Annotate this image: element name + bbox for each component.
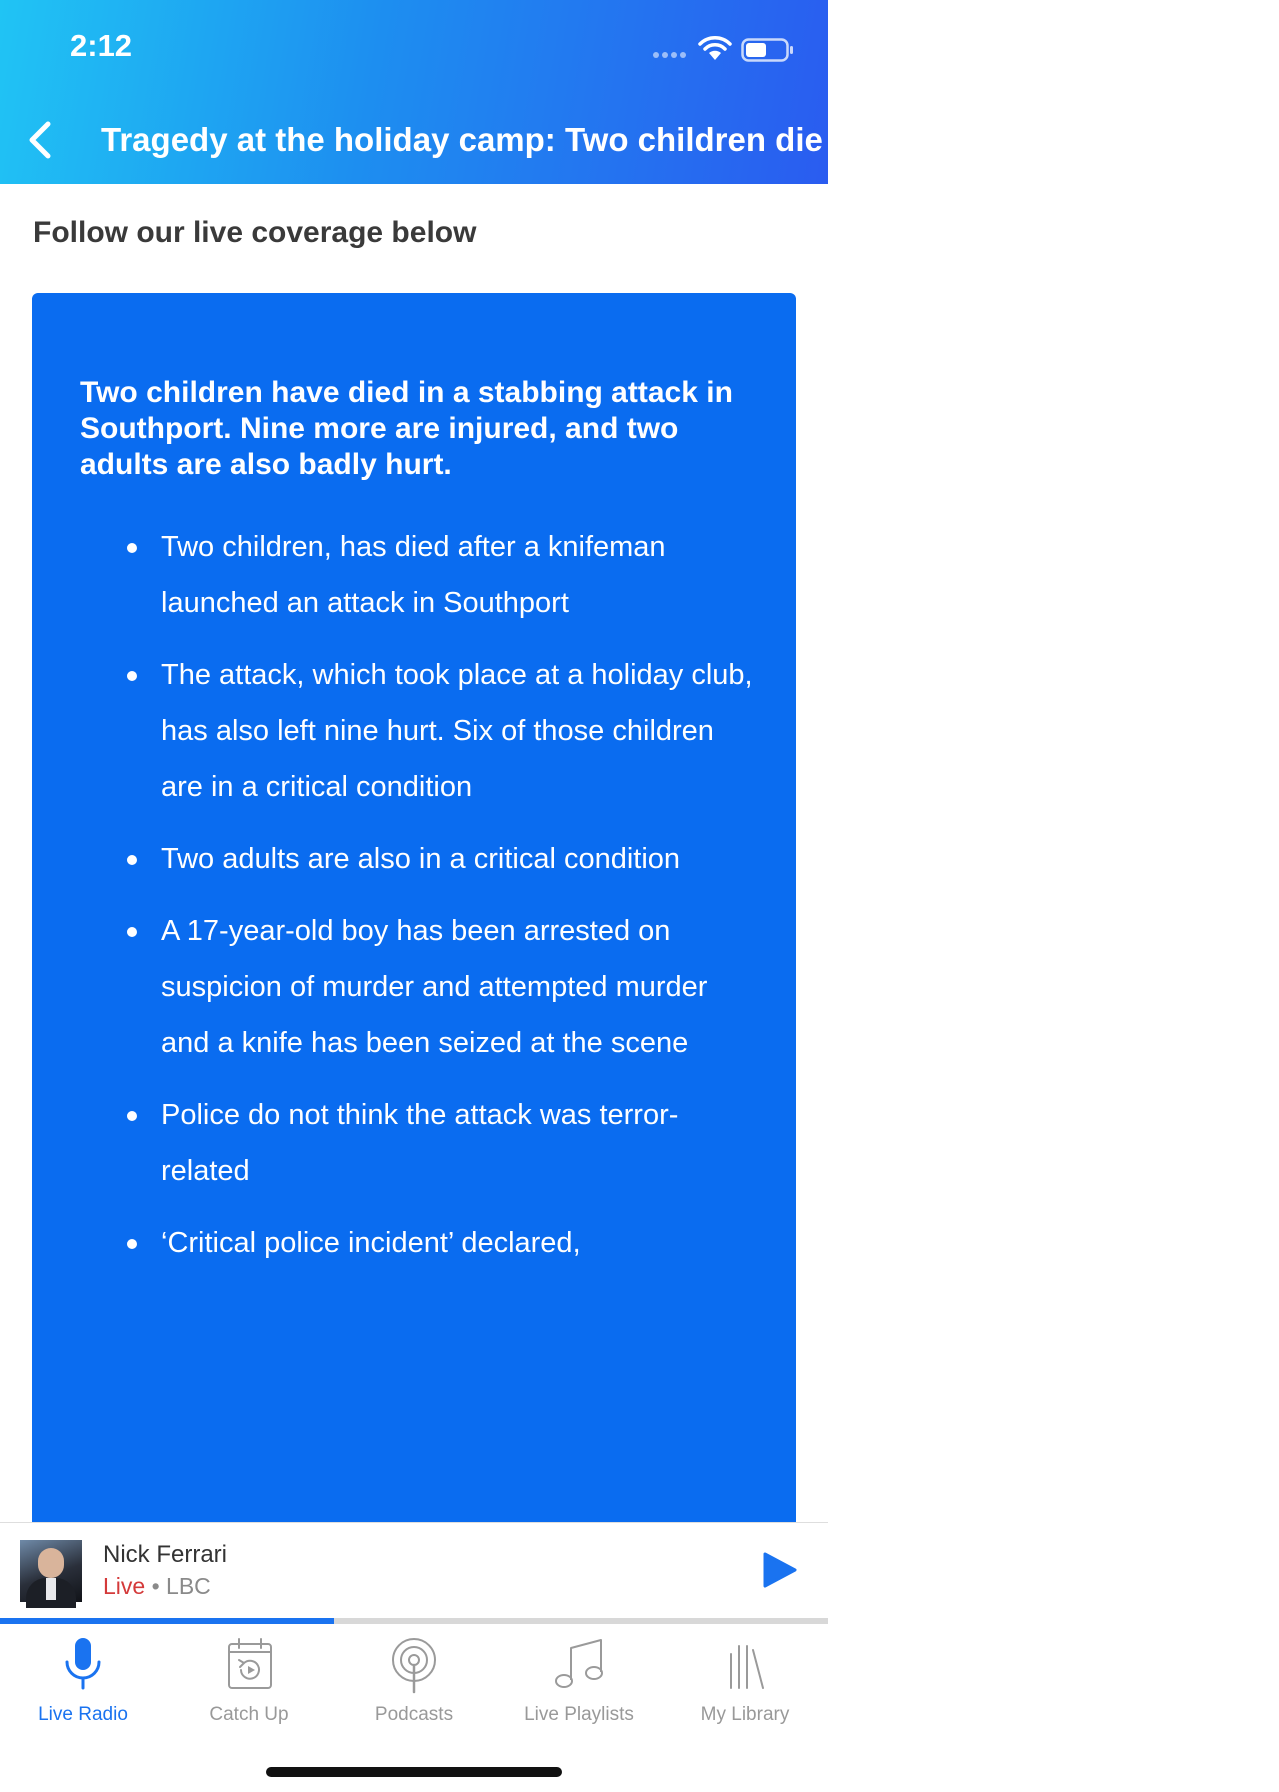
tab-label: Podcasts xyxy=(374,1704,454,1725)
bullet-item xyxy=(80,903,760,1071)
tab-my-library[interactable] xyxy=(662,1636,828,1736)
podcast-icon xyxy=(382,1636,446,1696)
bullet-text: A 17-year-old boy has been arrested on suspicion of murder and attempted murder and a knife has been seized at the scene xyxy=(161,915,708,1059)
bullet-item xyxy=(80,831,760,887)
tab-label: Live Radio xyxy=(38,1704,128,1725)
bullet-dot xyxy=(127,855,137,865)
back-chevron-icon[interactable] xyxy=(22,118,62,162)
bullet-list xyxy=(80,519,760,1287)
presenter-avatar xyxy=(20,1540,82,1602)
header xyxy=(0,0,1279,184)
status-bar xyxy=(0,0,828,100)
bullet-text: Two adults are also in a critical condition xyxy=(161,843,681,875)
bullet-item xyxy=(80,647,760,815)
article-content[interactable] xyxy=(0,184,828,1523)
meta-separator: • xyxy=(151,1573,160,1599)
tab-label: Live Playlists xyxy=(524,1704,634,1725)
bullet-dot xyxy=(127,1239,137,1249)
home-indicator xyxy=(266,1767,562,1777)
bullet-dot xyxy=(127,543,137,553)
music-note-icon xyxy=(547,1636,611,1696)
bullet-item xyxy=(80,519,760,631)
bullet-dot xyxy=(127,927,137,937)
bullet-text: Two children, has died after a knifeman launched an attack in Southport xyxy=(161,531,666,619)
catch-up-calendar-icon xyxy=(217,1636,281,1696)
play-icon[interactable] xyxy=(762,1551,798,1589)
bullet-text: ‘Critical police incident’ declared, xyxy=(161,1227,581,1259)
bullet-text: Police do not think the attack was terror-related xyxy=(161,1099,679,1187)
card-headline: Two children have died in a stabbing attack in Southport. Nine more are injured, and two adults are also badly hurt. xyxy=(80,376,733,481)
tab-label: Catch Up xyxy=(209,1704,289,1725)
tab-catch-up[interactable] xyxy=(166,1636,332,1736)
tab-podcasts[interactable] xyxy=(331,1636,497,1736)
station-name: LBC xyxy=(166,1573,211,1599)
mini-player[interactable] xyxy=(0,1522,828,1617)
tab-label: My Library xyxy=(700,1704,790,1725)
bullet-item xyxy=(80,1215,760,1271)
nav-bar xyxy=(0,100,1279,184)
player-meta xyxy=(103,1573,211,1600)
tab-live-playlists[interactable] xyxy=(496,1636,662,1736)
wifi-icon xyxy=(698,36,732,62)
cellular-signal-icon xyxy=(653,52,686,58)
bullet-dot xyxy=(127,1111,137,1121)
live-label: Live xyxy=(103,1573,146,1599)
bullet-item xyxy=(80,1087,760,1199)
live-coverage-card xyxy=(32,293,796,1593)
battery-icon xyxy=(741,38,795,62)
intro-text: Follow our live coverage below xyxy=(33,216,477,249)
microphone-icon xyxy=(51,1636,115,1696)
status-time: 2:12 xyxy=(70,28,133,63)
tab-live-radio[interactable] xyxy=(0,1636,166,1736)
bullet-dot xyxy=(127,671,137,681)
bullet-text: The attack, which took place at a holiday club, has also left nine hurt. Six of those children are in a critical condition xyxy=(161,659,753,803)
tab-bar xyxy=(0,1624,828,1792)
presenter-name: Nick Ferrari xyxy=(103,1541,227,1568)
library-icon xyxy=(713,1636,777,1696)
page-title: Tragedy at the holiday camp: Two children die in Southport stabbing attack xyxy=(101,121,1279,158)
